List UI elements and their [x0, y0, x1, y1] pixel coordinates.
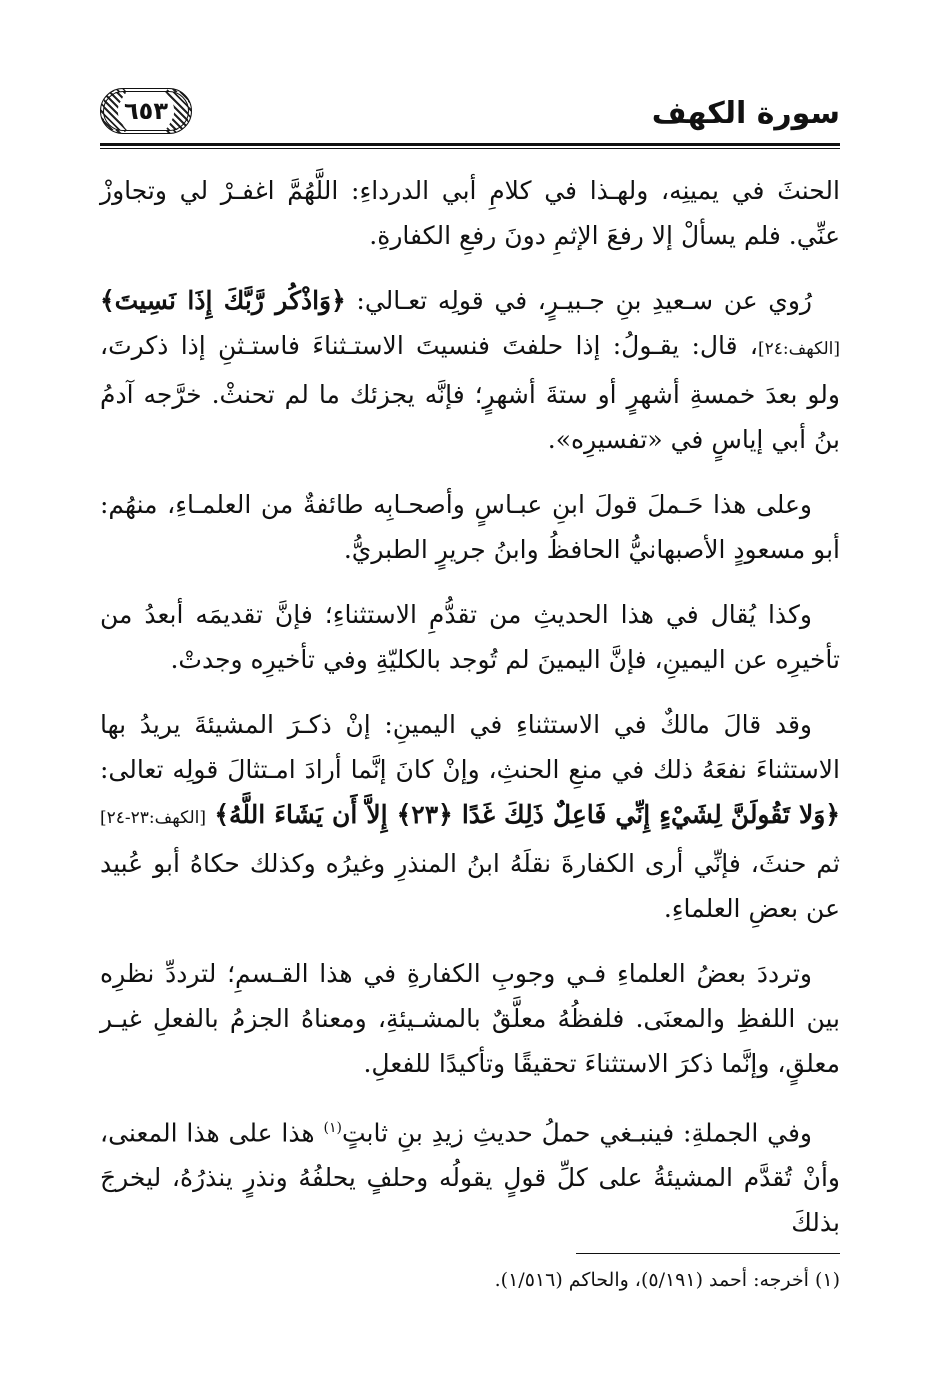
- header-divider: [100, 143, 840, 149]
- verse-reference-1: [الكهف:٢٤]: [758, 339, 840, 359]
- paragraph-5-lead: وقد قالَ مالكٌ في الاستثناءِ في اليمينِ: إنْ ذكـرَ المشيئةَ يريدُ بها الاستثناءَ نفعَهُ ذلك في منعِ الحنثِ، وإنْ كانَ إنَّما أرادَ امـتثالَ قولِه تعالى:: [100, 710, 840, 784]
- footnote: (١) أخرجه: أحمد (٥/١٩١)، والحاكم (١/٥١٦).: [494, 1269, 840, 1291]
- paragraph-7: [100, 1106, 840, 1245]
- page-number: ٦٥٣: [118, 97, 174, 125]
- paragraph-7-lead: وفي الجملةِ: فينبـغي حملُ حديثِ زيدِ بنِ ثابتٍ: [341, 1118, 812, 1148]
- quran-verse-2: ﴿وَلا تَقُولَنَّ لِشَيْءٍ إِنِّي فَاعِلٌ ذَلِكَ غَدًا ﴿٢٣﴾ إِلاَّ أَن يَشَاءَ اللَّهُ﴾: [214, 800, 840, 829]
- paragraph-3: وعلى هذا حَـملَ قولَ ابنِ عبـاسٍ وأصحـابِه طائفةٌ من العلمـاءِ، منهُم: أبو مسعودٍ الأصبهانيُّ الحافظُ وابنُ جريرٍ الطبريُّ.: [100, 490, 840, 564]
- paragraph-5: [100, 702, 840, 931]
- page-number-badge: [100, 88, 192, 134]
- body-text: [100, 168, 840, 1265]
- paragraph-2-rest: ، قال: يقـولُ: إذا حلفتَ فنسيتَ الاستـثناءَ فاستـثنِ إذا ذكرتَ، ولو بعدَ خمسةِ أشهرٍ أو ستةَ أشهرٍ؛ فإنَّه يجزئك ما لم تحنثْ. خرَّجه آدمُ بنُ أبي إياسٍ في «تفسيرِه».: [100, 331, 840, 454]
- paragraph-1: الحنثَ في يمينِه، ولهـذا في كلامِ أبي الدرداءِ: اللَّهُمَّ اغفـرْ لي وتجاوزْ عنِّي. فلم يسألْ إلا رفعَ الإثمِ دونَ رفعِ الكفارةِ.: [100, 176, 840, 250]
- footnote-divider: [576, 1253, 840, 1254]
- paragraph-6: وترددَ بعضُ العلماءِ فـي وجوبِ الكفارةِ في هذا القـسمِ؛ لترددِّ نظرِه بين اللفظِ والمعنَى. فلفظُهُ معلَّقٌ بالمشـيئةِ، ومعناهُ الجزمُ بالفعلِ غيـر معلقٍ، وإنَّما ذكرَ الاستثناءَ تحقيقًا وتأكيدًا للفعلِ.: [100, 959, 840, 1078]
- paragraph-4: وكذا يُقال في هذا الحديثِ من تقدُّمِ الاستثناءِ؛ فإنَّ تقديمَه أبعدُ من تأخيرِه عن اليمينِ، فإنَّ اليمينَ لم تُوجد بالكليّةِ وفي تأخيرِه وجدتْ.: [100, 600, 840, 674]
- page-header: [100, 82, 840, 144]
- paragraph-2-lead: رُوي عن سـعيدِ بنِ جـبيـرٍ، في قولِه تعـالي:: [345, 286, 813, 315]
- paragraph-7-rest: هذا على هذا المعنى، وأنْ تُقدَّم المشيئةُ على كلِّ قولٍ يقولُه وحلفٍ يحلفُهُ ونذرٍ ينذرُهُ، ليخرجَ بذلكَ: [100, 1118, 840, 1238]
- paragraph-2: [100, 278, 840, 462]
- verse-reference-2: [الكهف:٢٣-٢٤]: [100, 808, 207, 828]
- footnote-marker[interactable]: (١): [323, 1120, 342, 1136]
- paragraph-5-rest: ثم حنثَ، فإنِّي أرى الكفارةَ نقلَهُ ابنُ المنذرِ وغيرُه وكذلك حكاهُ أبو عُبيد عن بعضِ العلماءِ.: [100, 849, 840, 923]
- quran-verse-1: ﴿وَاذْكُر رَّبَّكَ إِذَا نَسِيتَ﴾: [100, 286, 346, 315]
- surah-title: سورة الكهف: [651, 96, 840, 131]
